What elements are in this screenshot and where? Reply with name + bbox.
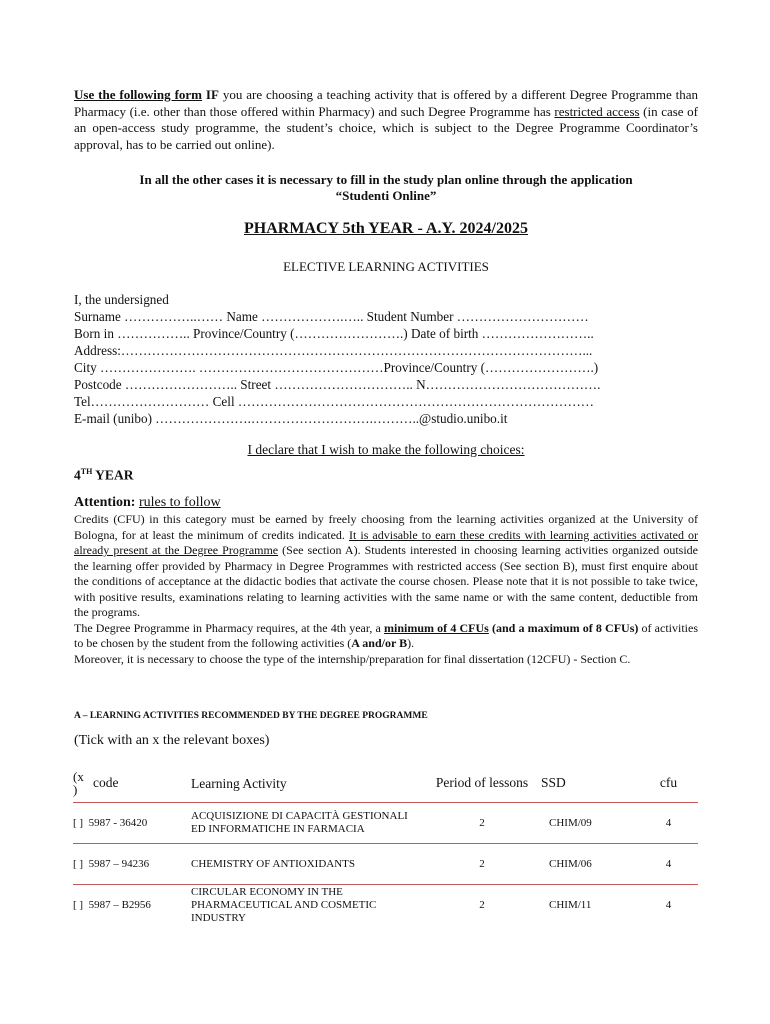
rules-paragraph-1 <box>74 512 698 621</box>
activity-cfu: 4 <box>639 803 698 844</box>
activity-cfu: 4 <box>639 844 698 885</box>
rules-p2-middle: of activities to be chosen by the student from the following activities ( <box>74 620 698 650</box>
rules-p1-end: (See section A). Students interested in choosing learning activities organized outside the learning offer provided by Pharmacy in Degree Programmes with restricted access (See section B), must first enquire about the conditions of acceptance at the didactic bodies that activate the course chosen. Please note that it is not possible to take twice, with positive results, examinations relating to learning activities with the same name or with the same content, deductible from the programs. <box>74 543 698 619</box>
if-keyword: IF <box>202 87 219 102</box>
col-header-period: Period of lessons <box>435 775 529 790</box>
section-a-heading: A – LEARNING ACTIVITIES RECOMMENDED BY THE DEGREE PROGRAMME <box>74 711 428 721</box>
intro-text-2: (in case of an open-access study programme, the student’s choice, which is subject to the Degree Programme Coordinator’s approval, has to be carried out online). <box>74 103 699 152</box>
checkbox[interactable]: [ ] <box>73 858 84 870</box>
rules-p2-a-and-b: A and/or B <box>351 636 408 650</box>
form-undersigned: I, the undersigned <box>74 292 169 307</box>
activity-code: 5987 – 94236 <box>88 858 150 870</box>
activity-cfu: 4 <box>639 885 698 926</box>
form-postcode-line[interactable]: Postcode …………………….. Street ………………………….. N…………………………………. <box>74 377 601 392</box>
form-email-line[interactable]: E-mail (unibo) ………………….……………………….………..@studio.unibo.it <box>74 411 508 426</box>
activity-period: 2 <box>423 885 541 926</box>
activities-table <box>73 764 698 925</box>
row-code-cell <box>73 885 191 926</box>
year-number: 4 <box>74 467 81 483</box>
rules-p1-start: Credits (CFU) in this category must be earned by freely choosing from the learning activities organized at the University of Bologna, for at least the minimum of credits indicated. <box>74 512 698 542</box>
form-link: Use the following form <box>74 87 202 102</box>
form-city-line[interactable]: City …………………. ……………………………………Province/Country (…………………….) <box>74 360 599 375</box>
activity-period: 2 <box>423 844 541 885</box>
attention-label: Attention: <box>74 495 136 510</box>
online-notice-line2: “Studenti Online” <box>335 188 437 203</box>
row-code-cell <box>73 803 191 844</box>
table-row <box>73 885 698 926</box>
page-title: PHARMACY 5th YEAR - A.Y. 2024/2025 <box>244 220 528 237</box>
col-header-x-code <box>73 764 191 803</box>
year-label: YEAR <box>92 467 134 483</box>
col-header-cfu: cfu <box>659 775 678 790</box>
table-row <box>73 844 698 885</box>
form-born-line[interactable]: Born in …………….. Province/Country (…………………….) Date of birth …………………….. <box>74 326 594 341</box>
online-notice-line1: In all the other cases it is necessary to fill in the study plan online through the application <box>139 172 633 187</box>
rules-paragraph-2 <box>74 621 698 652</box>
col-header-activity: Learning Activity <box>191 775 287 791</box>
restricted-access-link: restricted access <box>554 103 640 119</box>
col-header-x: (x ) <box>73 769 84 797</box>
attention-heading <box>74 495 221 511</box>
form-surname-line[interactable]: Surname ……………..…… Name ……………….….. Student Number ………………………… <box>74 309 589 324</box>
table-row <box>73 803 698 844</box>
checkbox[interactable]: [ ] <box>73 899 84 911</box>
activity-ssd: CHIM/09 <box>541 803 639 844</box>
declaration-heading: I declare that I wish to make the following choices: <box>247 442 525 457</box>
rules-p2-minimum: minimum of 4 CFUs <box>384 620 489 635</box>
activity-period: 2 <box>423 803 541 844</box>
online-notice <box>74 172 698 204</box>
form-address-line[interactable]: Address:……………………………………………………………………………………………... <box>74 343 593 358</box>
activity-code: 5987 – B2956 <box>88 899 151 911</box>
activity-name: CHEMISTRY OF ANTIOXIDANTS <box>191 844 423 885</box>
rules-text <box>74 512 698 667</box>
activity-name: ACQUISIZIONE DI CAPACITÀ GESTIONALI ED INFORMATICHE IN FARMACIA <box>191 803 423 844</box>
activity-name: CIRCULAR ECONOMY IN THE PHARMACEUTICAL AND COSMETIC INDUSTRY <box>191 885 423 926</box>
page-subtitle: ELECTIVE LEARNING ACTIVITIES <box>283 259 489 274</box>
year-heading <box>74 467 133 484</box>
rules-p2-start: The Degree Programme in Pharmacy requires, at the 4th year, a <box>74 620 385 635</box>
activity-ssd: CHIM/11 <box>541 885 639 926</box>
rules-link: rules to follow <box>138 495 221 510</box>
tick-instruction: (Tick with an x the relevant boxes) <box>74 733 270 748</box>
form-tel-line[interactable]: Tel……………………… Cell ……………………………………………………………………… <box>74 394 594 409</box>
rules-p2-end: ). <box>407 636 415 650</box>
intro-text-1: you are choosing a teaching activity that is offered by a different Degree Programme than Pharmacy (i.e. other than those offered within Pharmacy) and such Degree Programme has <box>74 87 699 119</box>
year-suffix: TH <box>80 467 93 476</box>
activity-code: 5987 - 36420 <box>88 817 148 829</box>
table-header-row <box>73 764 698 803</box>
rules-p1-underlined: It is advisable to earn these credits with learning activities activated or already present at the Degree Programme <box>74 527 698 557</box>
checkbox[interactable]: [ ] <box>73 817 84 829</box>
col-header-code: code <box>93 775 119 790</box>
rules-p2-maximum: (and a maximum of 8 CFUs) <box>488 620 639 635</box>
col-header-ssd: SSD <box>541 775 566 790</box>
personal-data-form <box>74 291 698 427</box>
row-code-cell <box>73 844 191 885</box>
activity-ssd: CHIM/06 <box>541 844 639 885</box>
intro-paragraph <box>74 87 698 153</box>
rules-paragraph-3: Moreover, it is necessary to choose the type of the internship/preparation for final dissertation (12CFU) - Section C. <box>74 651 631 666</box>
